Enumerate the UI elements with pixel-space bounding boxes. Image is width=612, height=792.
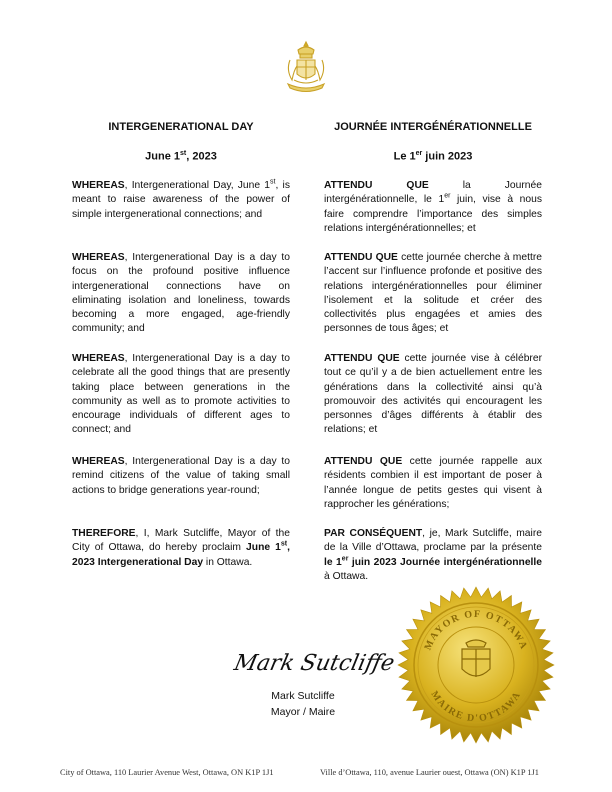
french-attendu-3: ATTENDU QUE cette journée vise à célébrer tout ce qu’il y a de bien actuellement entre les générations dans la collectivité ainsi qu’à promouvoir des activités qui encouragent les personnes d’âges différents à établir des relations; et bbox=[324, 353, 542, 436]
french-date: Le 1er juin 2023 bbox=[393, 150, 473, 163]
english-whereas-3: WHEREAS, Intergenerational Day is a day to celebrate all the good things that are presently taking place between generations in the community as well as to promote activities to encourage individuals of different ages to connect; and bbox=[72, 353, 290, 436]
signer-title: Mayor / Maire bbox=[270, 706, 336, 718]
french-par-consequent: PAR CONSÉQUENT, je, Mark Sutcliffe, maire de la Ville d’Ottawa, proclame par la présente le 1er juin 2023 Journée intergénérationnelle à Ottawa. bbox=[324, 528, 542, 582]
city-crest-icon bbox=[282, 40, 330, 96]
signature bbox=[231, 638, 397, 682]
english-whereas-2: WHEREAS, Intergenerational Day is a day to focus on the profound positive influence intergenerational connections have on eliminating isolation and loneliness, towards becoming a more engaged, age-friendly community; and bbox=[72, 252, 290, 335]
english-date: June 1st, 2023 bbox=[145, 150, 217, 163]
seal-text-top: MAYOR OF OTTAWA bbox=[422, 608, 530, 652]
english-therefore: THEREFORE, I, Mark Sutcliffe, Mayor of the City of Ottawa, do hereby proclaim June 1st, 2023 Intergenerational Day in Ottawa. bbox=[72, 528, 290, 568]
french-attendu-1: ATTENDU QUE la Journée intergénérationnelle, le 1er juin, vise à nous faire comprendre l’importance des simples relations intergénérationnelles; et bbox=[324, 180, 542, 234]
gold-seal bbox=[396, 585, 556, 745]
seal-text-bottom: MAIRE D'OTTAWA bbox=[428, 689, 524, 725]
footer-address-english: City of Ottawa, 110 Laurier Avenue West, Ottawa, ON K1P 1J1 bbox=[60, 768, 274, 777]
french-attendu-2: ATTENDU QUE cette journée cherche à mettre l’accent sur l’influence profonde et positive des relations intergénérationnelles pour éliminer l’isolement et la solitude et créer des collectivités plus engagées et amies des personnes de tous âges; et bbox=[324, 252, 542, 335]
signer-name: Mark Sutcliffe bbox=[271, 690, 335, 702]
french-heading: JOURNÉE INTERGÉNÉRATIONNELLE bbox=[334, 121, 532, 133]
footer-address-french: Ville d’Ottawa, 110, avenue Laurier ouest, Ottawa (ON) K1P 1J1 bbox=[320, 768, 539, 777]
english-whereas-1: WHEREAS, Intergenerational Day, June 1st, is meant to raise awareness of the power of simple intergenerational connections; and bbox=[72, 178, 290, 220]
english-heading: INTERGENERATIONAL DAY bbox=[108, 121, 254, 133]
english-whereas-4: WHEREAS, Intergenerational Day is a day to remind citizens of the value of taking small actions to bridge generations year-round; bbox=[72, 456, 290, 496]
french-attendu-4: ATTENDU QUE cette journée rappelle aux résidents combien il est important de poser à l’année longue de petits gestes qui visent à rapprocher les générations; bbox=[324, 456, 542, 510]
svg-text:Mark Sutcliffe: Mark Sutcliffe bbox=[231, 650, 397, 676]
